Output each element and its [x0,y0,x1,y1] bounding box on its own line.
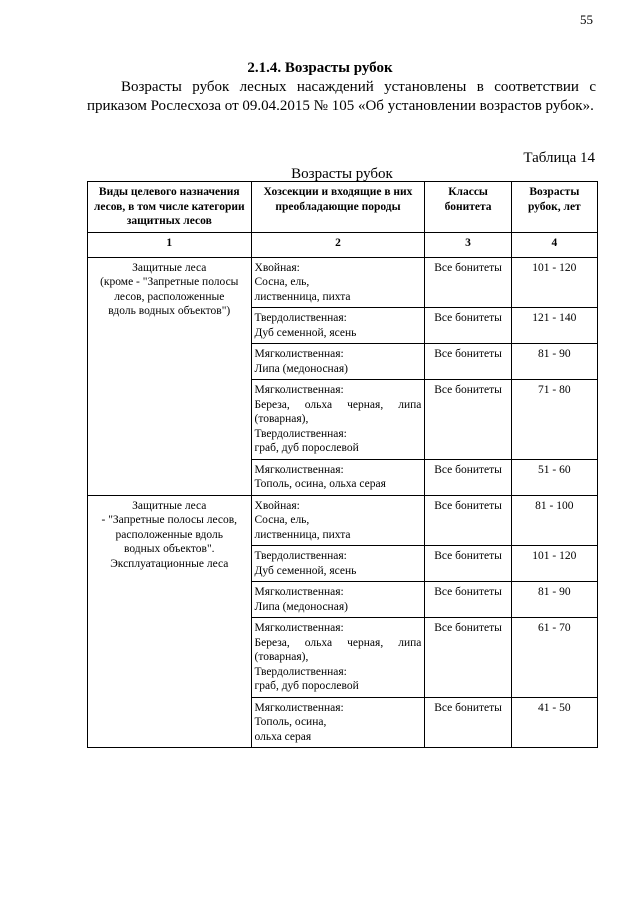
species-word: Береза, [254,636,290,649]
species-cell [251,257,425,308]
bonitet-cell: Все бонитеты [425,344,511,380]
cutting-age-cell: 101 - 120 [511,546,597,582]
species-line: Тополь, осина, [254,716,327,728]
species-line: Твердолиственная: [254,427,347,440]
species-line: Липа (медоносная) [254,362,348,375]
bonitet-cell: Все бонитеты [425,546,511,582]
forest-category-cell [88,495,252,748]
bonitet-cell: Все бонитеты [425,380,511,460]
column-number: 3 [425,232,511,257]
column-number: 2 [251,232,425,257]
species-word: липа [398,398,422,411]
forest-category-cell [88,257,252,495]
category-line: вдоль водных объектов") [108,305,231,317]
column-number: 4 [511,232,597,257]
bonitet-cell: Все бонитеты [425,618,511,698]
species-line: Твердолиственная: [254,665,347,678]
species-line: Мягколиственная: [254,384,344,396]
cutting-age-cell: 81 - 100 [511,495,597,546]
species-line: Мягколиственная: [254,586,344,598]
species-word: ольха [304,636,333,649]
species-word: черная, [347,636,384,649]
category-line: - "Запретные полосы лесов, [101,514,238,526]
species-word: Береза, [254,398,290,411]
column-number: 1 [88,232,252,257]
species-word: черная, [347,398,384,411]
species-line: Сосна, ель, [254,514,310,526]
species-line [255,636,422,651]
species-line: Мягколиственная: [254,348,344,360]
species-line: Твердолиственная: [254,312,347,324]
species-line [255,398,422,413]
category-line: Эксплуатационные леса [110,557,229,570]
species-cell [251,618,425,698]
category-line: Защитные леса [132,499,207,512]
column-number-row [88,232,598,257]
species-line: Тополь, осина, ольха серая [254,478,386,490]
species-line: Мягколиственная: [254,463,344,476]
table-body [88,257,598,748]
species-line: ольха серая [254,730,312,743]
table-header-row [88,182,598,233]
species-word: ольха [304,398,333,411]
table-number: Таблица 14 [523,150,595,166]
species-line: (товарная), [254,651,309,663]
header-bonitet: Классы бонитета [425,182,511,233]
species-cell [251,459,425,495]
category-line: лесов, расположенные [114,290,225,303]
header-age: Возрасты рубок, лет [511,182,597,233]
cutting-age-cell: 71 - 80 [511,380,597,460]
header-purpose: Виды целевого назначения лесов, в том числе категории защитных лесов [88,182,252,233]
species-cell [251,697,425,748]
category-line: Защитные леса [132,261,207,274]
species-line: (товарная), [254,413,309,425]
bonitet-cell: Все бонитеты [425,308,511,344]
table-title: Возрасты рубок [291,166,393,182]
species-line: граб, дуб порослевой [254,442,359,454]
page-number: 55 [580,12,593,27]
table-row [88,257,598,308]
species-cell [251,495,425,546]
cutting-age-cell: 81 - 90 [511,582,597,618]
species-line: граб, дуб порослевой [254,680,359,692]
cutting-age-cell: 101 - 120 [511,257,597,308]
bonitet-cell: Все бонитеты [425,697,511,748]
species-cell [251,546,425,582]
species-cell [251,380,425,460]
cutting-age-cell: 51 - 60 [511,459,597,495]
species-word: липа [398,636,422,649]
species-line: Дуб семенной, ясень [254,326,357,339]
bonitet-cell: Все бонитеты [425,582,511,618]
species-line: Сосна, ель, [254,276,310,288]
category-line: (кроме - "Запретные полосы [100,276,239,288]
section-heading: 2.1.4. Возрасты рубок [247,60,393,76]
species-line: Хвойная: [254,261,300,274]
cutting-age-table [87,181,598,748]
bonitet-cell: Все бонитеты [425,257,511,308]
cutting-age-cell: 61 - 70 [511,618,597,698]
species-line: Липа (медоносная) [254,600,348,613]
cutting-age-cell: 121 - 140 [511,308,597,344]
species-line: Дуб семенной, ясень [254,564,357,577]
species-cell [251,308,425,344]
table-row [88,495,598,546]
cutting-age-cell: 81 - 90 [511,344,597,380]
bonitet-cell: Все бонитеты [425,495,511,546]
species-cell [251,582,425,618]
intro-paragraph: Возрасты рубок лесных насаждений установлены в соответствии с приказом Рослесхоза от 09.04.2015 № 105 «Об установлении возрастов рубок». [87,79,596,114]
species-line: Твердолиственная: [254,550,347,562]
cutting-age-cell: 41 - 50 [511,697,597,748]
header-species: Хозсекции и входящие в них преобладающие породы [251,182,425,233]
species-line: лиственница, пихта [254,290,351,303]
category-line: расположенные вдоль [115,528,223,541]
species-line: Мягколиственная: [254,622,344,634]
bonitet-cell: Все бонитеты [425,459,511,495]
category-line: водных объектов". [123,543,215,555]
species-line: Мягколиственная: [254,701,344,714]
species-cell [251,344,425,380]
species-line: лиственница, пихта [254,528,351,541]
species-line: Хвойная: [254,499,300,512]
